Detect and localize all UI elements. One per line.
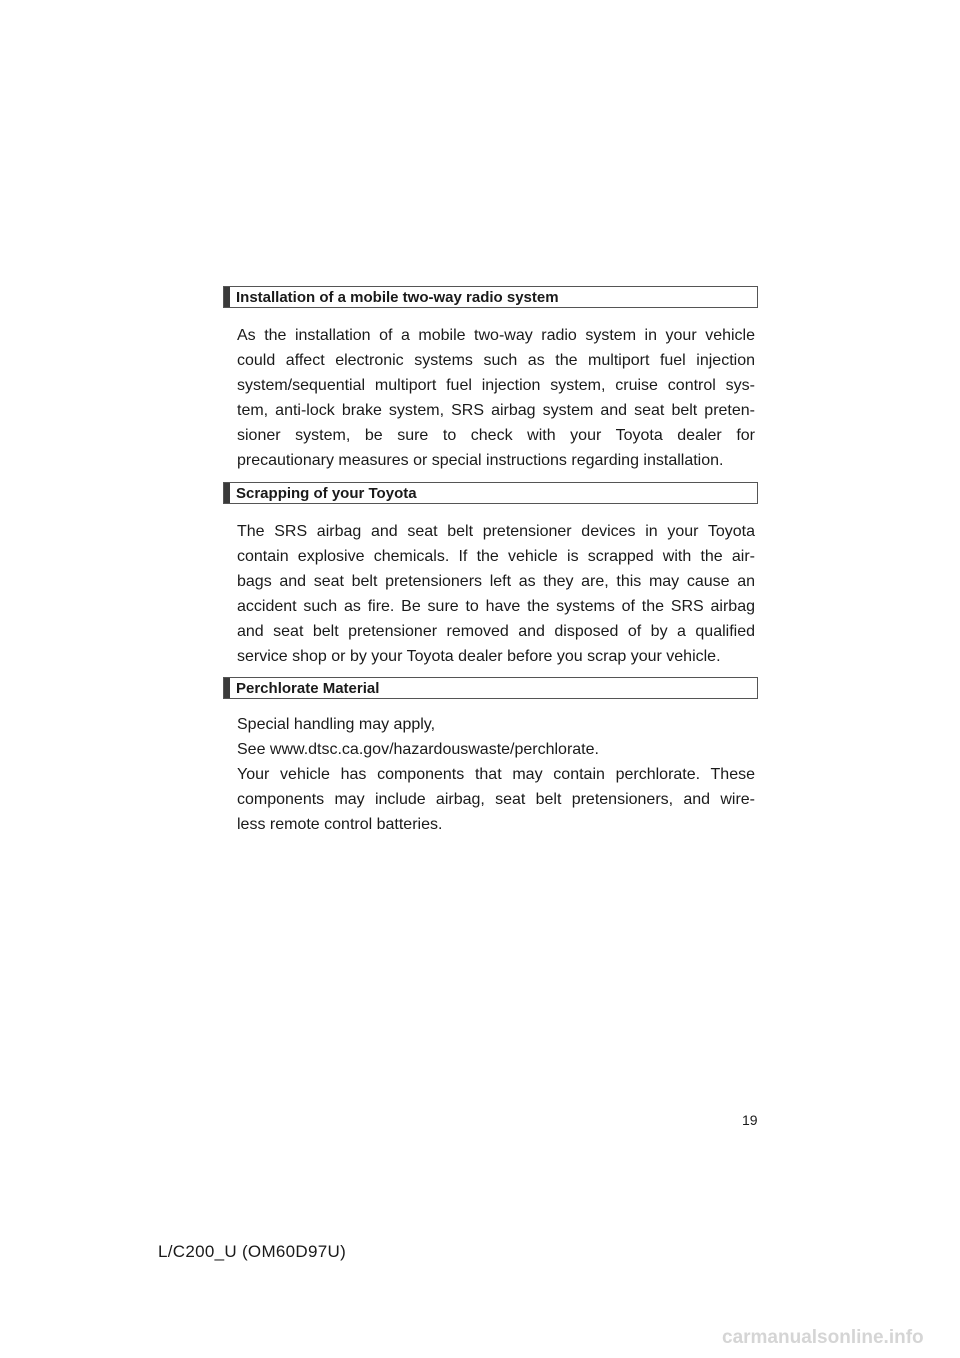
body-line: less remote control batteries. [237, 816, 443, 833]
body-line: tem, anti-lock brake system, SRS airbag system and seat belt preten- [237, 402, 755, 419]
watermark: carmanualsonline.info [722, 1327, 924, 1348]
body-line: See www.dtsc.ca.gov/hazardouswaste/perchlorate. [237, 741, 599, 758]
body-line: precautionary measures or special instructions regarding installation. [237, 452, 724, 469]
section-header-radio [223, 286, 758, 308]
body-line: Your vehicle has components that may contain perchlorate. These [237, 766, 755, 783]
body-line: Special handling may apply, [237, 716, 436, 733]
section-title: Scrapping of your Toyota [236, 485, 417, 502]
section-header-perchlorate [223, 677, 758, 699]
body-line: bags and seat belt pretensioners left as they are, this may cause an [237, 573, 755, 590]
body-line: components may include airbag, seat belt pretensioners, and wire- [237, 791, 755, 808]
body-line: As the installation of a mobile two-way radio system in your vehicle [237, 327, 755, 344]
section-body-scrapping [237, 519, 755, 669]
body-line: could affect electronic systems such as the multiport fuel injection [237, 352, 755, 369]
section-body-radio [237, 323, 755, 473]
body-line: system/sequential multiport fuel injection system, cruise control sys- [237, 377, 755, 394]
section-header-bar [224, 287, 230, 307]
body-line: The SRS airbag and seat belt pretensioner devices in your Toyota [237, 523, 755, 540]
body-line: accident such as fire. Be sure to have the systems of the SRS airbag [237, 598, 755, 615]
body-line: contain explosive chemicals. If the vehicle is scrapped with the air- [237, 548, 755, 565]
section-header-bar [224, 483, 230, 503]
section-title: Perchlorate Material [236, 680, 380, 697]
section-header-bar [224, 678, 230, 698]
body-line: sioner system, be sure to check with your Toyota dealer for [237, 427, 755, 444]
page-number: 19 [742, 1112, 758, 1128]
section-header-scrapping [223, 482, 758, 504]
footer-document-code: L/C200_U (OM60D97U) [158, 1242, 347, 1261]
body-line: service shop or by your Toyota dealer before you scrap your vehicle. [237, 648, 721, 665]
body-line: and seat belt pretensioner removed and disposed of by a qualified [237, 623, 755, 640]
section-title: Installation of a mobile two-way radio system [236, 289, 559, 306]
section-body-perchlorate [237, 712, 755, 837]
